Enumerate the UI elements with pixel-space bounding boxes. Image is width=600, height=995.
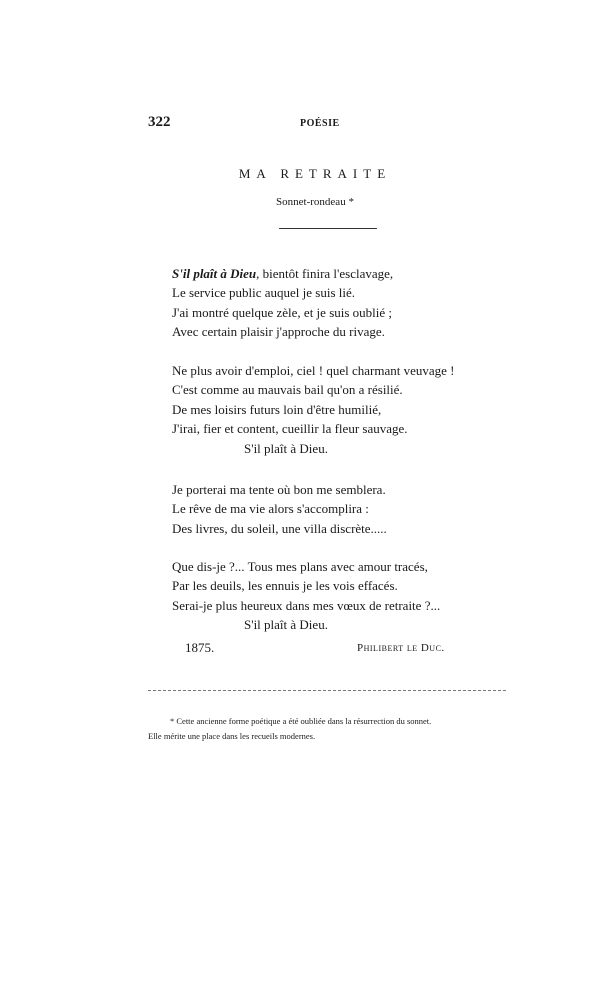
poem-date: 1875. xyxy=(185,640,215,655)
footnote-line: * Cette ancienne forme poétique a été oubliée dans la résurrection du sonnet. xyxy=(170,716,432,726)
running-head: POÉSIE xyxy=(300,118,340,129)
stanza-4 xyxy=(172,557,440,635)
poem-line: Avec certain plaisir j'approche du rivage. xyxy=(172,324,385,340)
poem-line: C'est comme au mauvais bail qu'on a résilié. xyxy=(172,382,403,398)
poem-line: J'ai montré quelque zèle, et je suis oublié ; xyxy=(172,304,393,320)
refrain-line: S'il plaît à Dieu. xyxy=(244,617,328,633)
footnote-rule xyxy=(148,690,506,691)
poem-line: Le service public auquel je suis lié. xyxy=(172,285,356,301)
poem-subtitle: Sonnet-rondeau * xyxy=(276,196,354,208)
poem-line: Des livres, du soleil, une villa discrète..... xyxy=(172,520,387,536)
stanza-3 xyxy=(172,480,387,538)
poem-title: MA RETRAITE xyxy=(238,166,392,181)
poem-line: Ne plus avoir d'emploi, ciel ! quel charmant veuvage ! xyxy=(172,363,455,378)
line-continuation: , bientôt finira l'esclavage, xyxy=(256,266,394,281)
poem-line: Par les deuils, les ennuis je les vois effacés. xyxy=(172,578,398,594)
stanza-1 xyxy=(172,264,393,342)
poem-line: Je porterai ma tente où bon me semblera. xyxy=(172,482,386,497)
italic-refrain: S'il plaît à Dieu xyxy=(172,266,257,281)
poem-line: Le rêve de ma vie alors s'accomplira : xyxy=(172,501,369,517)
title-rule xyxy=(279,228,377,229)
refrain-line: S'il plaît à Dieu. xyxy=(244,440,328,456)
poem-line: Que dis-je ?... Tous mes plans avec amour tracés, xyxy=(172,559,428,574)
poem-author: Philibert le Duc. xyxy=(357,642,445,654)
stanza-2 xyxy=(172,361,454,458)
footnote-line: Elle mérite une place dans les recueils modernes. xyxy=(148,731,316,741)
poem-line: De mes loisirs futurs loin d'être humilié, xyxy=(172,401,382,417)
footnote xyxy=(148,714,508,744)
page-number: 322 xyxy=(148,114,171,130)
poem-line: Serai-je plus heureux dans mes vœux de retraite ?... xyxy=(172,597,441,613)
poem-line xyxy=(172,264,393,283)
poem-line: J'irai, fier et content, cueillir la fleur sauvage. xyxy=(172,421,408,437)
